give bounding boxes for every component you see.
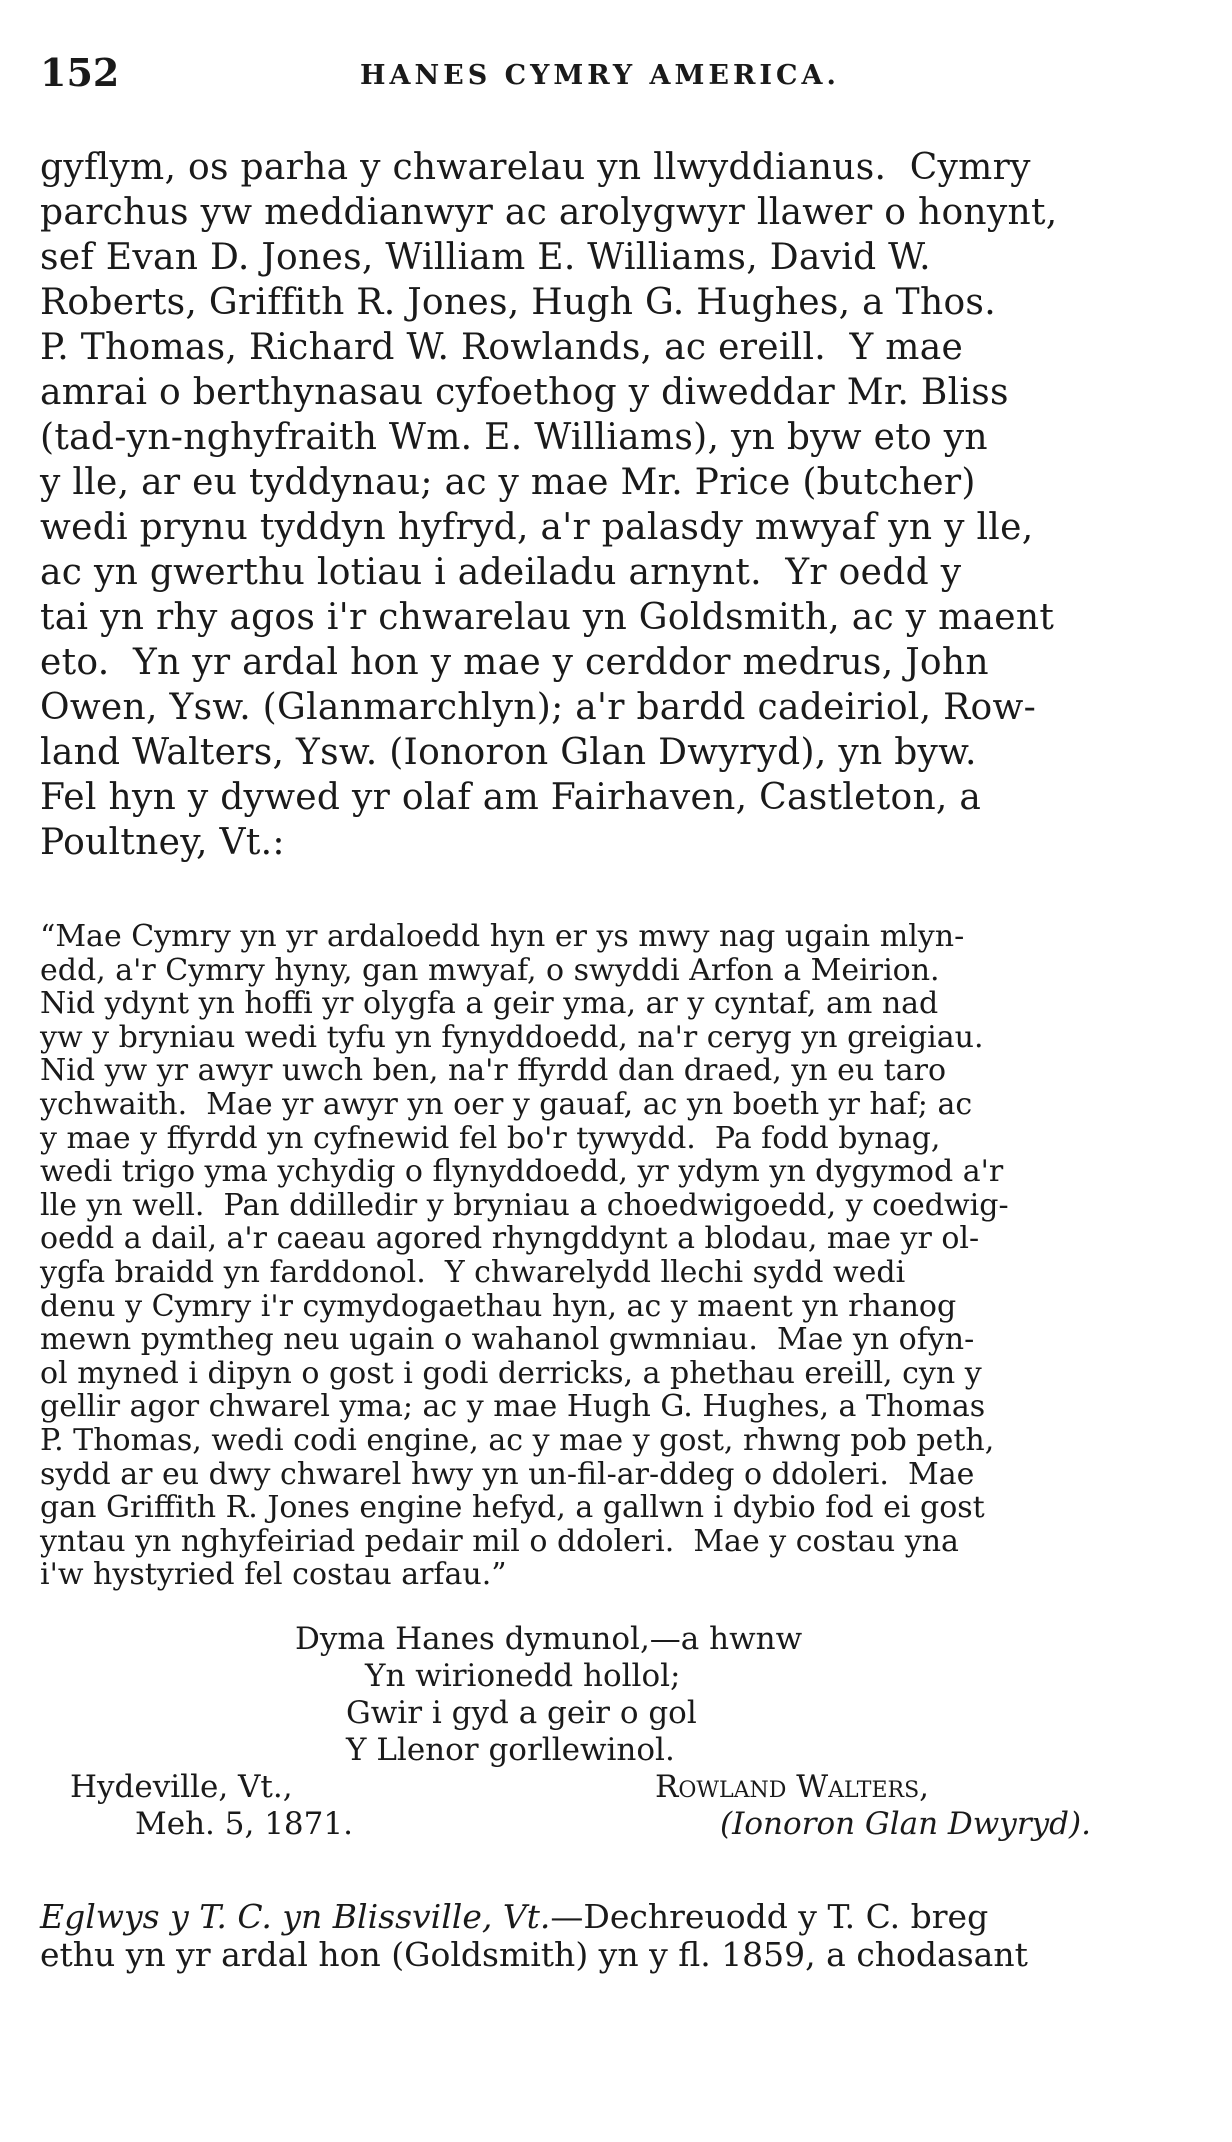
quote-line: i'w hystyried fel costau arfau.” <box>40 1557 507 1593</box>
text-line: gyflym, os parha y chwarelau yn llwyddianus. Cymry <box>40 147 1031 188</box>
text-line: tai yn rhy agos i'r chwarelau yn Goldsmith, ac y maent <box>40 597 1055 638</box>
quote-line: oedd a dail, a'r caeau agored rhyngddynt a blodau, mae yr ol- <box>40 1221 980 1257</box>
quote-line: ol myned i dipyn o gost i godi derricks, a phethau ereill, cyn y <box>40 1355 982 1391</box>
text-line: Fel hyn y dywed yr olaf am Fairhaven, Castleton, a <box>40 777 982 818</box>
quote-line: mewn pymtheg neu ugain o wahanol gwmniau. Mae yn ofyn- <box>40 1322 975 1358</box>
closing-line-rest: —Dechreuodd y T. C. breg <box>550 1896 989 1936</box>
quote-line: wedi trigo yma ychydig o flynyddoedd, yr ydym yn dygymod a'r <box>40 1154 1004 1190</box>
quote-line: gan Griffith R. Jones engine hefyd, a gallwn i dybio fod ei gost <box>40 1490 985 1526</box>
verse-line: Gwir i gyd a geir o gol <box>346 1694 697 1731</box>
quote-line: Nid yw yr awyr uwch ben, na'r ffyrdd dan draed, yn eu taro <box>40 1053 947 1089</box>
page-header <box>40 50 1190 110</box>
verse-line: Yn wirionedd hollol; <box>365 1657 681 1694</box>
quote-line: lle yn well. Pan ddilledir y bryniau a choedwigoedd, y coedwig- <box>40 1187 1009 1223</box>
page-number: 152 <box>40 50 120 95</box>
signature-block <box>40 1768 1190 1846</box>
text-line: parchus yw meddianwyr ac arolygwyr llawer o honynt, <box>40 192 1058 233</box>
quote-line: yw y bryniau wedi tyfu yn fynyddoedd, na'r ceryg yn greigiau. <box>40 1019 984 1055</box>
quote-line: Nid ydynt yn hoffi yr olygfa a geir yma, ar y cyntaf, am nad <box>40 986 939 1022</box>
quote-line: yntau yn nghyfeiriad pedair mil o ddoleri. Mae y costau yna <box>40 1523 959 1559</box>
running-title: HANES CYMRY AMERICA. <box>360 60 840 91</box>
quote-line: y mae y ffyrdd yn cyfnewid fel bo'r tywydd. Pa fodd bynag, <box>40 1120 941 1156</box>
quote-line: P. Thomas, wedi codi engine, ac y mae y gost, rhwng pob peth, <box>40 1422 995 1458</box>
text-line: sef Evan D. Jones, William E. Williams, David W. <box>40 237 931 278</box>
main-paragraph <box>40 147 1190 870</box>
signature-date: Meh. 5, 1871. <box>135 1805 353 1842</box>
closing-line: ethu yn yr ardal hon (Goldsmith) yn y fl. 1859, a chodasant <box>40 1934 1028 1974</box>
verse-line: Dyma Hanes dymunol,—a hwnw <box>295 1620 803 1657</box>
quote-line: denu y Cymry i'r cymydogaethau hyn, ac y maent yn rhanog <box>40 1288 957 1324</box>
text-line: eto. Yn yr ardal hon y mae y cerddor medrus, John <box>40 642 989 683</box>
signature-place: Hydeville, Vt., <box>70 1768 293 1805</box>
quote-line: “Mae Cymry yn yr ardaloedd hyn er ys mwy nag ugain mlyn- <box>40 919 965 954</box>
section-heading: Eglwys y T. C. yn Blissville, Vt. <box>40 1896 551 1936</box>
quote-line: ygfa braidd yn farddonol. Y chwarelydd llechi sydd wedi <box>40 1254 906 1290</box>
text-line: ac yn gwerthu lotiau i adeiladu arnynt. Yr oedd y <box>40 552 962 593</box>
verse-line: Y Llenor gorllewinol. <box>346 1731 675 1768</box>
quote-line: sydd ar eu dwy chwarel hwy yn un-fil-ar-ddeg o ddoleri. Mae <box>40 1456 975 1492</box>
text-line: Roberts, Griffith R. Jones, Hugh G. Hughes, a Thos. <box>40 282 996 323</box>
text-line: y lle, ar eu tyddynau; ac y mae Mr. Price (butcher) <box>40 462 976 503</box>
text-line: Poultney, Vt.: <box>40 822 285 863</box>
quote-line: edd, a'r Cymry hyny, gan mwyaf, o swyddi Arfon a Meirion. <box>40 952 940 988</box>
text-line: (tad-yn-nghyfraith Wm. E. Williams), yn byw eto yn <box>40 417 988 458</box>
signature-author: Rowland Walters, <box>655 1768 930 1805</box>
text-line: land Walters, Ysw. (Ionoron Glan Dwyryd), yn byw. <box>40 732 977 773</box>
text-line: Owen, Ysw. (Glanmarchlyn); a'r bardd cadeiriol, Row- <box>40 687 1037 728</box>
closing-line <box>40 1896 1190 1938</box>
quote-line: gellir agor chwarel yma; ac y mae Hugh G. Hughes, a Thomas <box>40 1389 986 1425</box>
text-line: amrai o berthynasau cyfoethog y diweddar Mr. Bliss <box>40 372 1009 413</box>
signature-bardic-name: (Ionoron Glan Dwyryd). <box>720 1805 1091 1842</box>
body-text <box>40 147 1190 1976</box>
text-line: wedi prynu tyddyn hyfryd, a'r palasdy mwyaf yn y lle, <box>40 507 1034 548</box>
verse-stanza <box>40 1620 1190 1772</box>
closing-paragraph <box>40 1896 1190 1976</box>
block-quote <box>40 919 1190 1594</box>
quote-line: ychwaith. Mae yr awyr yn oer y gauaf, ac yn boeth yr haf; ac <box>40 1086 973 1122</box>
text-line: P. Thomas, Richard W. Rowlands, ac ereill. Y mae <box>40 327 964 368</box>
